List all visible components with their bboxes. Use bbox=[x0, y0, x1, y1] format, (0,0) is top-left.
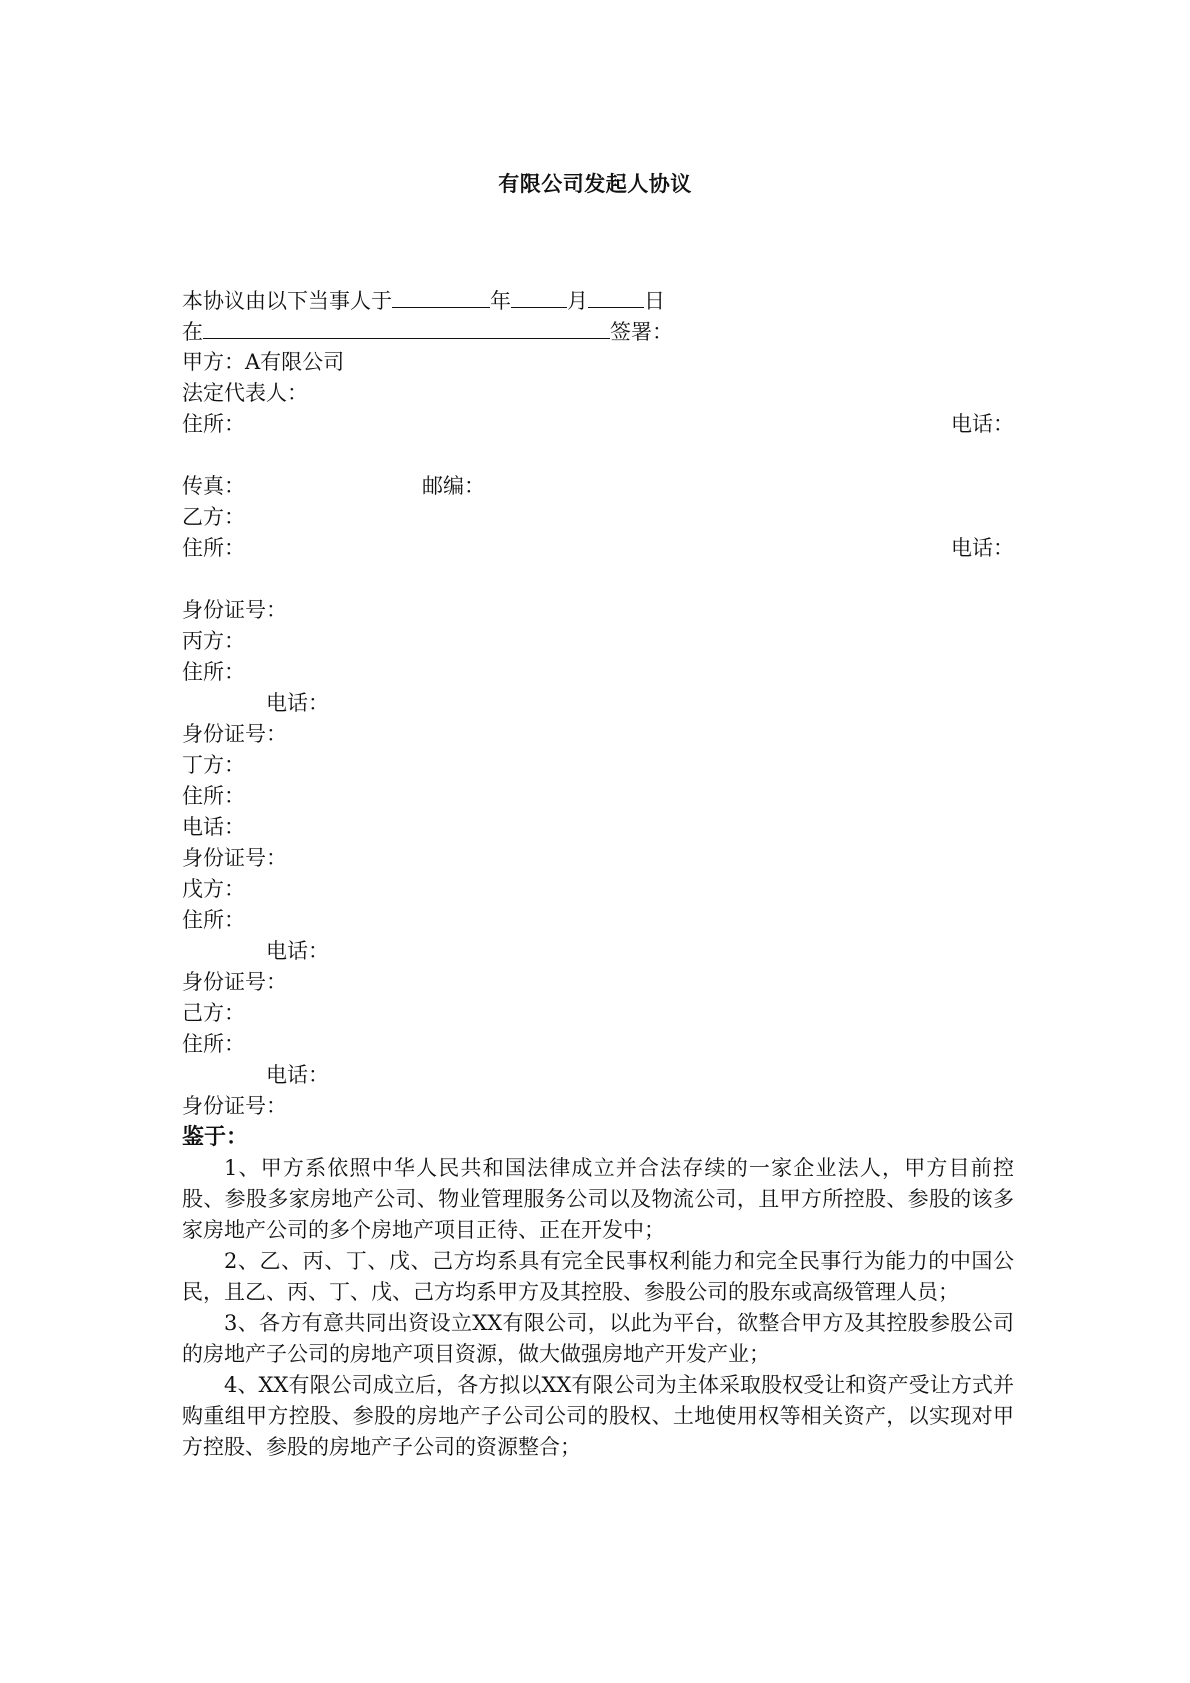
party-d-phone: 电话： bbox=[182, 815, 245, 839]
place-blank bbox=[203, 316, 610, 339]
party-c-id: 身份证号： bbox=[182, 722, 287, 746]
whereas-clause-3: 3、各方有意共同出资设立XX有限公司，以此为平台，欲整合甲方及其控股参股公司的房地产子公司的房地产项目资源，做大做强房地产开发产业； bbox=[182, 1311, 1014, 1366]
intro-prefix: 本协议由以下当事人于 bbox=[182, 289, 392, 313]
party-b-address: 住所： bbox=[182, 536, 245, 560]
month-blank bbox=[511, 285, 567, 308]
party-b-phone: 电话： bbox=[951, 536, 1014, 560]
party-e-phone: 电话： bbox=[266, 939, 329, 963]
whereas-heading: 鉴于： bbox=[182, 1125, 249, 1150]
party-b-name: 乙方： bbox=[182, 505, 245, 529]
document-body bbox=[182, 285, 1014, 1463]
party-d-name: 丁方： bbox=[182, 753, 245, 777]
whereas-clause-2: 2、乙、丙、丁、戊、己方均系具有完全民事权利能力和完全民事行为能力的中国公民，且乙、丙、丁、戊、己方均系甲方及其控股、参股公司的股东或高级管理人员； bbox=[182, 1249, 1014, 1304]
party-a-legal-rep: 法定代表人： bbox=[182, 381, 308, 405]
party-b-id: 身份证号： bbox=[182, 598, 287, 622]
party-b-address-line bbox=[182, 533, 1014, 564]
year-blank bbox=[392, 285, 490, 308]
party-a-address-line bbox=[182, 409, 1014, 440]
party-f-id: 身份证号： bbox=[182, 1094, 287, 1118]
party-c-phone: 电话： bbox=[266, 691, 329, 715]
intro-place-line bbox=[182, 316, 1014, 347]
party-d-address: 住所： bbox=[182, 784, 245, 808]
whereas-clause-1: 1、甲方系依照中华人民共和国法律成立并合法存续的一家企业法人，甲方目前控股、参股多家房地产公司、物业管理服务公司以及物流公司，且甲方所控股、参股的该多家房地产公司的多个房地产项目正待、正在开发中； bbox=[182, 1156, 1014, 1242]
party-a-name: 甲方：A有限公司 bbox=[182, 350, 345, 374]
party-e-id: 身份证号： bbox=[182, 970, 287, 994]
place-prefix: 在 bbox=[182, 320, 203, 344]
party-a-zip: 邮编： bbox=[422, 474, 485, 498]
party-f-name: 己方： bbox=[182, 1001, 245, 1025]
whereas-clause-4: 4、XX有限公司成立后，各方拟以XX有限公司为主体采取股权受让和资产受让方式并购重组甲方控股、参股的房地产子公司公司的股权、土地使用权等相关资产，以实现对甲方控股、参股的房地产子公司的资源整合； bbox=[182, 1373, 1014, 1459]
party-a-phone: 电话： bbox=[951, 412, 1014, 436]
party-f-address: 住所： bbox=[182, 1032, 245, 1056]
spacer bbox=[182, 440, 1014, 471]
party-a-fax: 传真： bbox=[182, 474, 245, 498]
party-c-address: 住所： bbox=[182, 660, 245, 684]
month-label: 月 bbox=[567, 289, 588, 313]
party-f-phone: 电话： bbox=[266, 1063, 329, 1087]
party-d-id: 身份证号： bbox=[182, 846, 287, 870]
party-c-name: 丙方： bbox=[182, 629, 245, 653]
party-e-name: 戊方： bbox=[182, 877, 245, 901]
day-label: 日 bbox=[644, 289, 665, 313]
intro-date-line bbox=[182, 285, 1014, 316]
year-label: 年 bbox=[490, 289, 511, 313]
party-a-fax-zip-line bbox=[182, 471, 1014, 502]
party-e-address: 住所： bbox=[182, 908, 245, 932]
party-a-address: 住所： bbox=[182, 412, 245, 436]
day-blank bbox=[588, 285, 644, 308]
document-title: 有限公司发起人协议 bbox=[498, 172, 692, 196]
sign-label: 签署： bbox=[610, 320, 673, 344]
spacer bbox=[182, 564, 1014, 595]
